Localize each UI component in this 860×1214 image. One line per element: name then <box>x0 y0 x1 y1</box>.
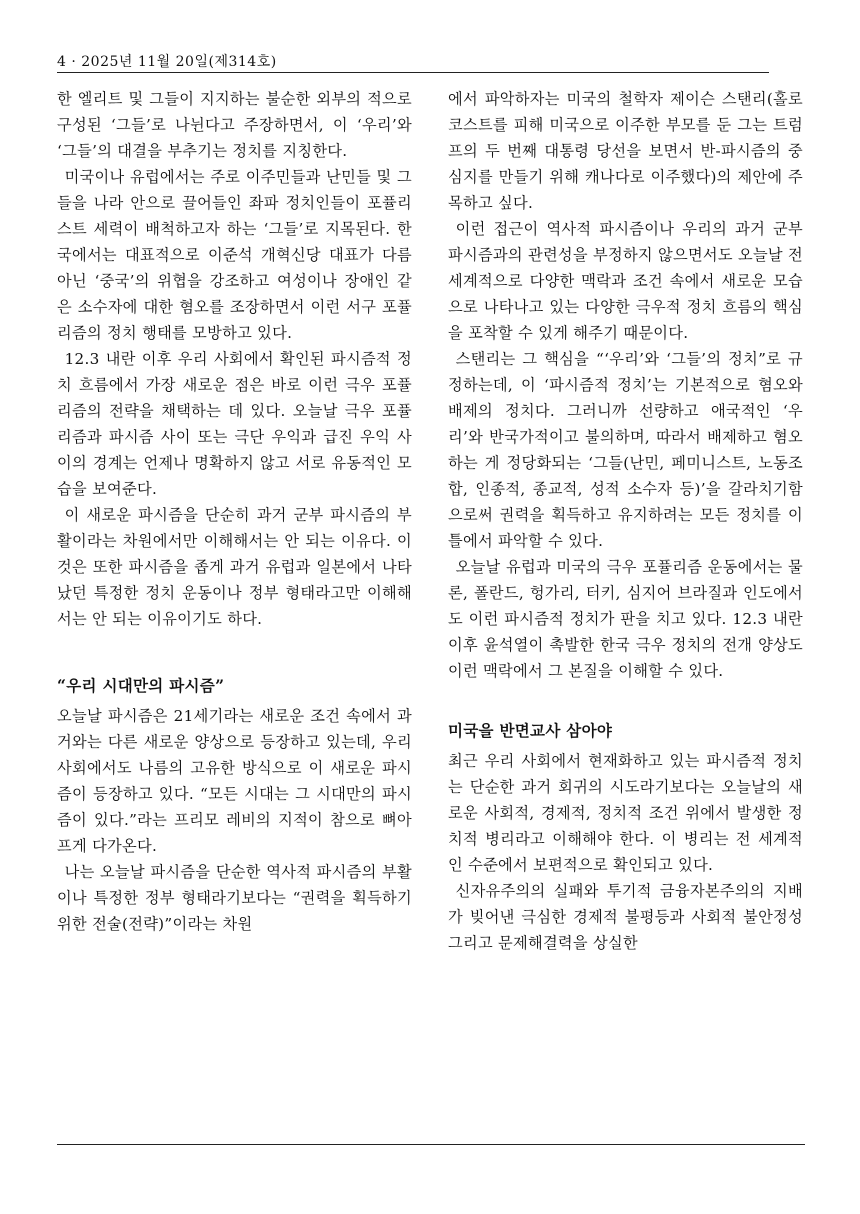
paragraph: 오늘날 유럽과 미국의 극우 포퓰리즘 운동에서는 물론, 폴란드, 헝가리, 터키, 심지어 브라질과 인도에서도 이런 파시즘적 정치가 판을 치고 있다. 12.3 내란 이후 윤석열이 촉발한 한국 극우 정치의 전개 양상도 이런 맥락에서 그 본질을 이해할 수 있다. <box>448 558 803 680</box>
footer-divider <box>57 1144 805 1145</box>
left-column <box>57 86 412 937</box>
section-spacer <box>448 684 803 718</box>
right-column <box>448 86 803 956</box>
paragraph: 최근 우리 사회에서 현재화하고 있는 파시즘적 정치는 단순한 과거 회귀의 시도라기보다는 오늘날의 새로운 사회적, 경제적, 정치적 조건 위에서 발생한 정치적 병리라고 이해해야 한다. 이 병리는 전 세계적인 수준에서 보편적으로 확인되고 있다. <box>448 752 803 874</box>
page-header: 4 · 2025년 11월 20일(제314호) <box>57 54 277 70</box>
paragraph: 12.3 내란 이후 우리 사회에서 확인된 파시즘적 정치 흐름에서 가장 새로운 점은 바로 이런 극우 포퓰리즘의 전략을 채택하는 데 있다. 오늘날 극우 포퓰리즘과 파시즘 사이 또는 극단 우익과 급진 우익 사이의 경계는 언제나 명확하지 않고 서로 유동적인 모습을 보여준다. <box>57 350 412 498</box>
paragraph: 신자유주의의 실패와 투기적 금융자본주의의 지배가 빚어낸 극심한 경제적 불평등과 사회적 불안정성 그리고 문제해결력을 상실한 <box>448 882 803 952</box>
paragraph: 이런 접근이 역사적 파시즘이나 우리의 과거 군부 파시즘과의 관련성을 부정하지 않으면서도 오늘날 전 세계적으로 다양한 맥락과 조건 속에서 새로운 모습으로 나타나고 있는 다양한 극우적 정치 흐름의 핵심을 포착할 수 있게 해주기 때문이다. <box>448 220 804 342</box>
section-heading: 미국을 반면교사 삼아야 <box>448 721 613 740</box>
paragraph: 오늘날 파시즘은 21세기라는 새로운 조건 속에서 과거와는 다른 새로운 양상으로 등장하고 있는데, 우리 사회에서도 나름의 고유한 방식으로 이 새로운 파시즘이 등장하고 있다. “모든 시대는 그 시대만의 파시즘이 있다.”라는 프리모 레비의 지적이 참으로 뼈아프게 다가온다. <box>57 707 412 855</box>
paragraph: 스탠리는 그 핵심을 “‘우리’와 ‘그들’의 정치”로 규정하는데, 이 ‘파시즘적 정치’는 기본적으로 혐오와 배제의 정치다. 그러니까 선량하고 애국적인 ‘우리’와 반국가적이고 불의하며, 따라서 배제하고 혐오하는 게 정당화되는 ‘그들(난민, 페미니스트, 노동조합, 인종적, 종교적, 성적 소수자 등)’을 갈라치기함으로써 권력을 획득하고 유지하려는 모든 정치를 이 틀에서 파악할 수 있다. <box>448 350 803 550</box>
paragraph: 이 새로운 파시즘을 단순히 과거 군부 파시즘의 부활이라는 차원에서만 이해해서는 안 되는 이유다. 이것은 또한 파시즘을 좁게 과거 유럽과 일본에서 나타났던 특정한 정치 운동이나 정부 형태라고만 이해해서는 안 되는 이유이기도 하다. <box>57 506 412 628</box>
section-heading: “우리 시대만의 파시즘” <box>57 676 225 695</box>
section-spacer <box>57 632 412 673</box>
paragraph: 미국이나 유럽에서는 주로 이주민들과 난민들 및 그들을 나라 안으로 끌어들인 좌파 정치인들이 포퓰리스트 세력이 배척하고자 하는 ‘그들’로 지목된다. 한국에서는 대표적으로 이준석 개혁신당 대표가 다름 아닌 ‘중국’의 위협을 강조하고 여성이나 장애인 같은 소수자에 대한 혐오를 조장하면서 이런 서구 포퓰리즘의 정치 행태를 모방하고 있다. <box>57 168 412 342</box>
paragraph: 에서 파악하자는 미국의 철학자 제이슨 스탠리(홀로코스트를 피해 미국으로 이주한 부모를 둔 그는 트럼프의 두 번째 대통령 당선을 보면서 반-파시즘의 중심지를 만들기 위해 캐나다로 이주했다)의 제안에 주목하고 싶다. <box>448 90 803 212</box>
header-divider <box>57 72 769 73</box>
paragraph: 한 엘리트 및 그들이 지지하는 불순한 외부의 적으로 구성된 ‘그들’로 나뉜다고 주장하면서, 이 ‘우리’와 ‘그들’의 대결을 부추기는 정치를 지칭한다. <box>57 90 412 160</box>
paragraph: 나는 오늘날 파시즘을 단순한 역사적 파시즘의 부활이나 특정한 정부 형태라기보다는 “권력을 획득하기 위한 전술(전략)”이라는 차원 <box>57 863 412 933</box>
